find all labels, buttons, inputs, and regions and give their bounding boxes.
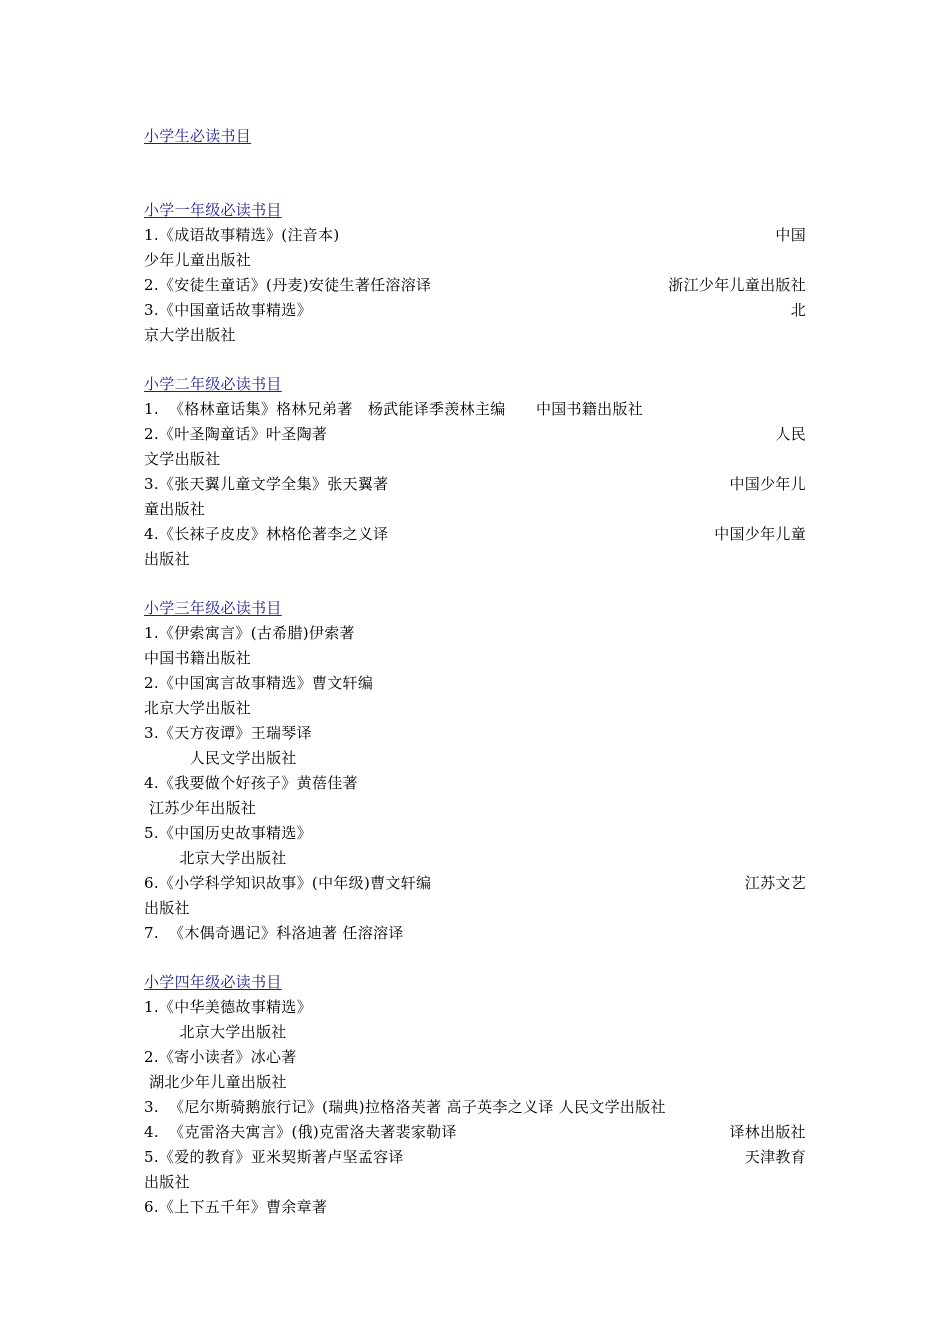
book-entry-text: 人民文学出版社 — [144, 749, 297, 767]
book-entry-text: 北京大学出版社 — [144, 1023, 287, 1041]
book-entry-publisher: 人民 — [775, 425, 806, 443]
book-entry-text: 出版社 — [144, 1173, 190, 1191]
book-entry-line — [144, 995, 806, 1020]
book-entry-line — [144, 846, 806, 871]
book-entry-line — [144, 273, 806, 298]
book-entry-line — [144, 621, 806, 646]
book-entry-line — [144, 323, 806, 348]
book-entry-line — [144, 1195, 806, 1220]
book-entry-text: 6.《小学科学知识故事》(中年级)曹文轩编 — [144, 874, 432, 892]
book-entry-text: 出版社 — [144, 550, 190, 568]
book-entry-line — [144, 671, 806, 696]
section-heading-line — [144, 372, 806, 397]
book-entry-text: 江苏少年出版社 — [144, 799, 257, 817]
book-entry-publisher: 译林出版社 — [729, 1123, 806, 1141]
book-entry-line — [144, 821, 806, 846]
book-entry-line — [144, 771, 806, 796]
doc-title-link[interactable]: 小学生必读书目 — [144, 127, 252, 145]
book-entry-text: 1.《伊索寓言》(古希腊)伊索著 — [144, 624, 355, 642]
book-entry-line — [144, 1095, 806, 1120]
book-entry-text: 中国书籍出版社 — [144, 649, 252, 667]
section-spacer — [144, 348, 806, 372]
book-entry-line — [144, 696, 806, 721]
book-entry-text: 京大学出版社 — [144, 326, 236, 344]
book-entry-publisher: 江苏文艺 — [744, 874, 806, 892]
book-entry-text: 3.《中国童话故事精选》 — [144, 301, 312, 319]
book-entry-text: 童出版社 — [144, 500, 206, 518]
section-heading-line — [144, 970, 806, 995]
grade-section — [144, 970, 806, 1220]
book-entry-text: 北京大学出版社 — [144, 849, 287, 867]
book-entry-text: 3.《天方夜谭》王瑞琴译 — [144, 724, 312, 742]
book-entry-text: 2.《寄小读者》冰心著 — [144, 1048, 297, 1066]
section-heading-link[interactable]: 小学四年级必读书目 — [144, 973, 282, 991]
book-entry-text: 北京大学出版社 — [144, 699, 252, 717]
book-entry-line — [144, 746, 806, 771]
section-heading-line — [144, 198, 806, 223]
grade-section — [144, 372, 806, 572]
book-entry-line — [144, 1020, 806, 1045]
book-entry-text: 1.《中华美德故事精选》 — [144, 998, 312, 1016]
book-entry-line — [144, 397, 806, 422]
book-entry-text: 5.《爱的教育》亚米契斯著卢坚孟容译 — [144, 1148, 404, 1166]
book-entry-line — [144, 1120, 806, 1145]
book-entry-text: 2.《中国寓言故事精选》曹文轩编 — [144, 674, 374, 692]
book-entry-line — [144, 1170, 806, 1195]
book-entry-line — [144, 298, 806, 323]
book-entry-line — [144, 472, 806, 497]
book-entry-line — [144, 422, 806, 447]
book-entry-text: 湖北少年儿童出版社 — [144, 1073, 287, 1091]
book-entry-line — [144, 871, 806, 896]
book-entry-line — [144, 447, 806, 472]
book-entry-text: 1. 《格林童话集》格林兄弟著 杨武能译季羡林主编 中国书籍出版社 — [144, 400, 644, 418]
section-heading-line — [144, 596, 806, 621]
book-entry-text: 1.《成语故事精选》(注音本) — [144, 226, 340, 244]
book-entry-line — [144, 497, 806, 522]
grade-section — [144, 596, 806, 946]
book-entry-line — [144, 896, 806, 921]
book-entry-line — [144, 1145, 806, 1170]
book-entry-text: 7. 《木偶奇遇记》科洛迪著 任溶溶译 — [144, 924, 404, 942]
book-entry-line — [144, 223, 806, 248]
book-entry-line — [144, 646, 806, 671]
book-entry-text: 2.《叶圣陶童话》叶圣陶著 — [144, 425, 328, 443]
book-entry-publisher: 中国 — [775, 226, 806, 244]
section-heading-link[interactable]: 小学三年级必读书目 — [144, 599, 282, 617]
section-spacer — [144, 149, 806, 198]
book-entry-text: 4. 《克雷洛夫寓言》(俄)克雷洛夫著裴家勒译 — [144, 1123, 457, 1141]
book-entry-publisher: 中国少年儿 — [729, 475, 806, 493]
book-entry-line — [144, 721, 806, 746]
book-entry-publisher: 天津教育 — [744, 1148, 806, 1166]
book-entry-publisher: 北 — [790, 301, 806, 319]
book-entry-line — [144, 1045, 806, 1070]
book-entry-line — [144, 921, 806, 946]
section-spacer — [144, 946, 806, 970]
book-entry-text: 5.《中国历史故事精选》 — [144, 824, 312, 842]
book-entry-line — [144, 796, 806, 821]
doc-title-line — [144, 124, 806, 149]
book-entry-text: 少年儿童出版社 — [144, 251, 252, 269]
book-entry-text: 3.《张天翼儿童文学全集》张天翼著 — [144, 475, 389, 493]
book-entry-line — [144, 248, 806, 273]
section-spacer — [144, 572, 806, 596]
book-entry-text: 2.《安徒生童话》(丹麦)安徒生著任溶溶译 — [144, 276, 432, 294]
grade-section — [144, 198, 806, 348]
section-heading-link[interactable]: 小学二年级必读书目 — [144, 375, 282, 393]
sections-container — [144, 149, 806, 1220]
book-entry-text: 6.《上下五千年》曹余章著 — [144, 1198, 328, 1216]
book-entry-publisher: 中国少年儿童 — [714, 525, 806, 543]
book-entry-text: 出版社 — [144, 899, 190, 917]
book-entry-line — [144, 522, 806, 547]
book-entry-text: 4.《我要做个好孩子》黄蓓佳著 — [144, 774, 358, 792]
book-list-document — [144, 124, 806, 1220]
book-entry-publisher: 浙江少年儿童出版社 — [668, 276, 806, 294]
book-entry-text: 文学出版社 — [144, 450, 221, 468]
book-entry-text: 3. 《尼尔斯骑鹅旅行记》(瑞典)拉格洛芙著 高子英李之义译 人民文学出版社 — [144, 1098, 666, 1116]
book-entry-line — [144, 547, 806, 572]
book-entry-line — [144, 1070, 806, 1095]
section-heading-link[interactable]: 小学一年级必读书目 — [144, 201, 282, 219]
book-entry-text: 4.《长袜子皮皮》林格伦著李之义译 — [144, 525, 389, 543]
